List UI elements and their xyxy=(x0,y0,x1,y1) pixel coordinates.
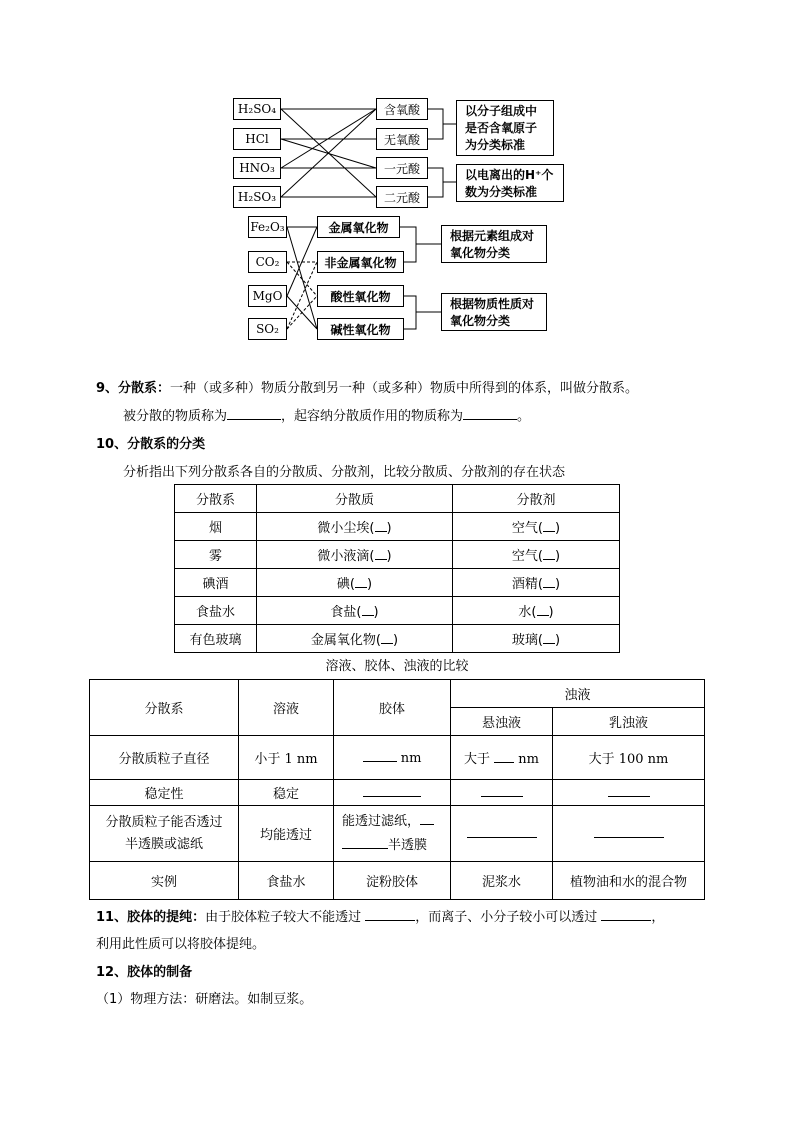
table-header-row xyxy=(175,485,620,513)
state-blank[interactable] xyxy=(543,631,555,644)
table-header-row xyxy=(90,680,705,708)
table-row xyxy=(175,597,620,625)
table-cell: 能透过滤纸， 半透膜 xyxy=(334,806,451,862)
table-cell: 稳定性 xyxy=(90,780,239,806)
table-cell xyxy=(334,780,451,806)
acid-criterion-hydrogen-ions: 以电离出的H⁺个数为分类标准 xyxy=(456,164,564,202)
table-row xyxy=(90,780,705,806)
oxide-box-so2: SO₂ xyxy=(248,318,287,340)
table-cell: 微小尘埃( ) xyxy=(257,513,453,541)
table-cell: 食盐水 xyxy=(175,597,257,625)
table-cell: 淀粉胶体 xyxy=(334,862,451,900)
section-9-definition: 一种（或多种）物质分散到另一种（或多种）物质中所得到的体系，叫做分散系。 xyxy=(170,381,639,396)
oxide-type-basic: 碱性氧化物 xyxy=(317,318,404,340)
table-cell xyxy=(451,806,553,862)
table-cell: 大于 100 nm xyxy=(553,736,705,780)
table-cell: 小于 1 nm xyxy=(239,736,334,780)
table-cell: 碘( ) xyxy=(257,569,453,597)
table-header: 分散系 xyxy=(175,485,257,513)
blank-colloid-permeability-a[interactable] xyxy=(420,812,434,825)
acid-box-hcl: HCl xyxy=(233,128,281,150)
section-12-item-1: （1）物理方法：研磨法。如制豆浆。 xyxy=(96,992,313,1007)
table-cell: 烟 xyxy=(175,513,257,541)
blank-suspension-size[interactable] xyxy=(494,750,514,763)
acid-type-monobasic: 一元酸 xyxy=(376,157,428,179)
state-blank[interactable] xyxy=(537,603,549,616)
blank-ions-can-pass[interactable] xyxy=(601,908,651,921)
section-10-intro: 分析指出下列分散系各自的分散质、分散剂，比较分散质、分散剂的存在状态 xyxy=(123,465,566,480)
oxide-type-nonmetal: 非金属氧化物 xyxy=(317,251,404,273)
table-header: 胶体 xyxy=(334,680,451,736)
acid-type-oxyacid: 含氧酸 xyxy=(376,98,428,120)
blank-colloid-stability[interactable] xyxy=(363,784,421,797)
table-cell: 微小液滴( ) xyxy=(257,541,453,569)
section-9-text-b: ，起容纳分散质作用的物质称为 xyxy=(281,409,464,424)
acid-criterion-oxygen: 以分子组成中是否含氧原子为分类标准 xyxy=(456,100,554,156)
table-row xyxy=(175,541,620,569)
acid-box-h2so3: H₂SO₃ xyxy=(233,186,281,208)
table-cell: 空气( ) xyxy=(453,541,620,569)
table-cell: 金属氧化物( ) xyxy=(257,625,453,653)
blank-emulsion-permeability[interactable] xyxy=(594,825,664,838)
state-blank[interactable] xyxy=(543,519,555,532)
table-header: 分散系 xyxy=(90,680,239,736)
state-blank[interactable] xyxy=(543,547,555,560)
table-cell: 泥浆水 xyxy=(451,862,553,900)
state-blank[interactable] xyxy=(375,547,387,560)
table-row xyxy=(175,513,620,541)
table-row xyxy=(90,736,705,780)
table-header: 浊液 xyxy=(451,680,705,708)
blank-colloid-permeability-b[interactable] xyxy=(342,836,388,849)
table-cell: 分散质粒子直径 xyxy=(90,736,239,780)
oxide-box-mgo: MgO xyxy=(248,285,287,307)
table-cell: 食盐水 xyxy=(239,862,334,900)
state-blank[interactable] xyxy=(543,575,555,588)
table-cell: 碘酒 xyxy=(175,569,257,597)
table-row xyxy=(175,625,620,653)
section-9-text-c: 。 xyxy=(517,409,531,424)
dispersion-table xyxy=(174,484,620,653)
table-row xyxy=(90,862,705,900)
blank-colloid-size[interactable] xyxy=(363,749,397,762)
blank-dispersed-phase[interactable] xyxy=(227,407,281,420)
oxide-criterion-composition: 根据元素组成对氧化物分类 xyxy=(441,225,547,263)
oxide-box-fe2o3: Fe₂O₃ xyxy=(248,216,287,238)
section-9 xyxy=(96,377,638,396)
acid-box-h2so4: H₂SO₄ xyxy=(233,98,281,120)
table-cell: 水( ) xyxy=(453,597,620,625)
section-9-heading: 9、分散系： xyxy=(96,381,171,396)
section-11-heading: 11、胶体的提纯： xyxy=(96,910,206,925)
table-cell xyxy=(451,780,553,806)
blank-dispersion-medium[interactable] xyxy=(463,407,517,420)
section-11-text-b: ，而离子、小分子较小可以透过 xyxy=(415,910,598,925)
table-header: 溶液 xyxy=(239,680,334,736)
table-cell: 玻璃( ) xyxy=(453,625,620,653)
table-row xyxy=(90,806,705,862)
table-header: 悬浊液 xyxy=(451,708,553,736)
blank-emulsion-stability[interactable] xyxy=(608,784,650,797)
oxide-type-metal: 金属氧化物 xyxy=(317,216,400,238)
state-blank[interactable] xyxy=(381,631,393,644)
section-9-text-a: 被分散的物质称为 xyxy=(123,409,228,424)
oxide-box-co2: CO₂ xyxy=(248,251,287,273)
table-cell xyxy=(553,780,705,806)
table-row xyxy=(175,569,620,597)
table-cell: 植物油和水的混合物 xyxy=(553,862,705,900)
section-11-text-a: 由于胶体粒子较大不能透过 xyxy=(205,910,362,925)
table-cell: 有色玻璃 xyxy=(175,625,257,653)
table-header: 乳浊液 xyxy=(553,708,705,736)
blank-suspension-stability[interactable] xyxy=(481,784,523,797)
acid-type-anoxyacid: 无氧酸 xyxy=(376,128,428,150)
table-header: 分散剂 xyxy=(453,485,620,513)
comparison-caption: 溶液、胶体、浊液的比较 xyxy=(325,659,469,674)
table-header: 分散质 xyxy=(257,485,453,513)
blank-colloid-cannot-pass[interactable] xyxy=(365,908,415,921)
section-11 xyxy=(96,906,664,925)
section-10-heading: 10、分散系的分类 xyxy=(96,437,206,452)
blank-suspension-permeability[interactable] xyxy=(467,825,537,838)
table-cell: 空气( ) xyxy=(453,513,620,541)
table-cell xyxy=(553,806,705,862)
table-cell: 实例 xyxy=(90,862,239,900)
oxide-type-acidic: 酸性氧化物 xyxy=(317,285,404,307)
section-11-text-c: ， xyxy=(651,910,665,925)
section-12-heading: 12、胶体的制备 xyxy=(96,965,193,980)
state-blank[interactable] xyxy=(362,603,374,616)
table-cell: 雾 xyxy=(175,541,257,569)
comparison-table xyxy=(89,679,705,900)
table-cell: 分散质粒子能否透过半透膜或滤纸 xyxy=(90,806,239,862)
section-11-line2: 利用此性质可以将胶体提纯。 xyxy=(96,937,266,952)
state-blank[interactable] xyxy=(355,575,367,588)
table-cell: 均能透过 xyxy=(239,806,334,862)
table-cell: 食盐( ) xyxy=(257,597,453,625)
table-cell: 大于 nm xyxy=(451,736,553,780)
state-blank[interactable] xyxy=(375,519,387,532)
section-9-line2 xyxy=(123,405,530,424)
acid-box-hno3: HNO₃ xyxy=(233,157,281,179)
table-cell: 酒精( ) xyxy=(453,569,620,597)
table-cell: nm xyxy=(334,736,451,780)
oxide-criterion-property: 根据物质性质对氧化物分类 xyxy=(441,293,547,331)
table-cell: 稳定 xyxy=(239,780,334,806)
acid-type-dibasic: 二元酸 xyxy=(376,186,428,208)
